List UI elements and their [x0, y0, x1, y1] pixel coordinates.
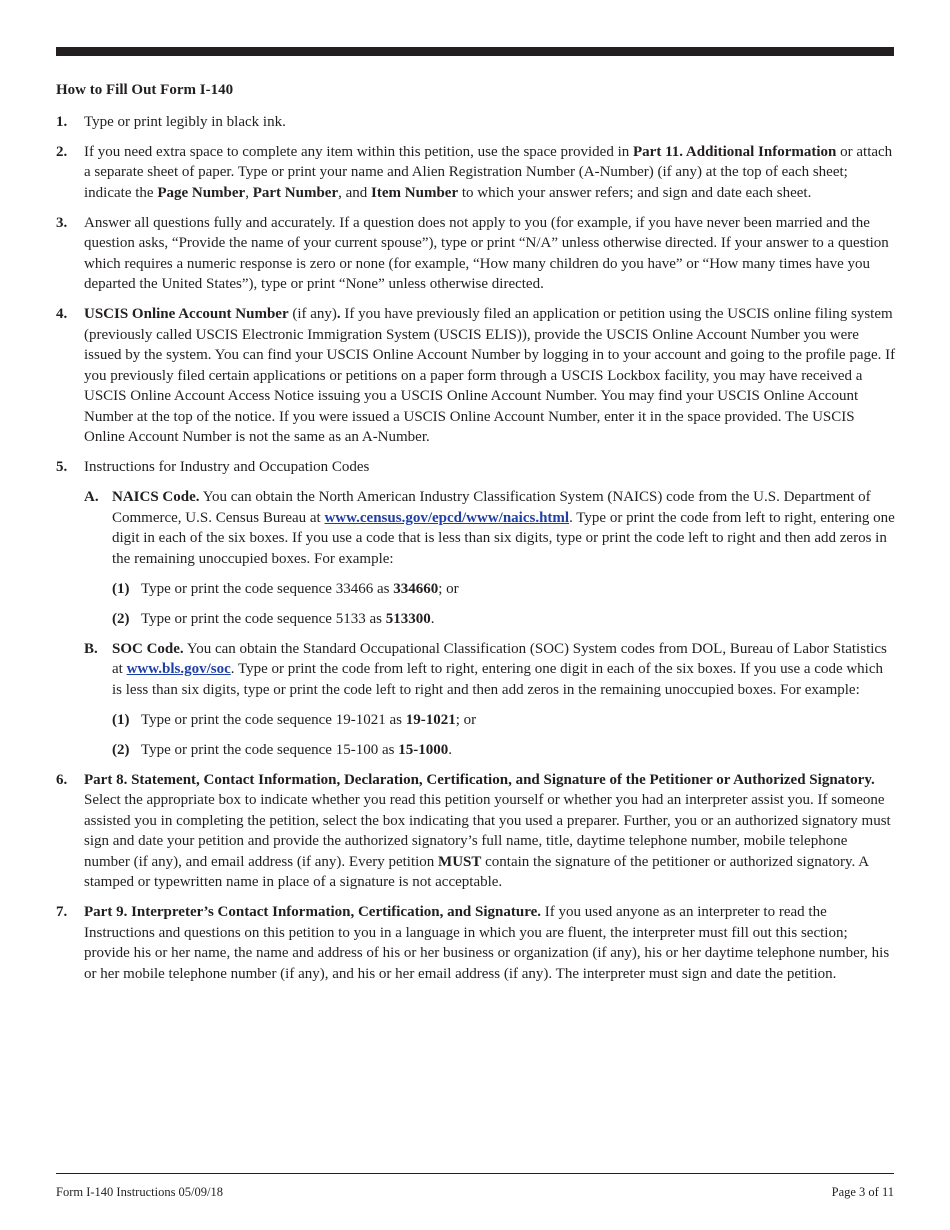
- text-run: . Type or print the code from left to right, entering one digit in each of the six boxes. If you use a code that is less than six digits, type or print the code left to right and then add zeros in the remaining unoccupied boxes. For example:: [112, 509, 895, 567]
- example-1: [112, 579, 896, 600]
- text-run: , and: [338, 184, 372, 201]
- bold-run: Part Number: [252, 184, 339, 201]
- instruction-item-6: [56, 770, 896, 893]
- text-run: ; or: [455, 711, 477, 728]
- text-run: ,: [245, 184, 253, 201]
- item-number: 7.: [56, 904, 68, 920]
- item-text: Type or print legibly in black ink.: [84, 113, 286, 130]
- example-text: [141, 710, 476, 731]
- text-run: .: [430, 610, 435, 627]
- item-text: Answer all questions fully and accurately. If a question does not apply to you (for example, if you have never been married and the question asks, “Provide the name of your current spouse”), type or print “N/A” unless otherwise directed. If your answer to a question which requires a numeric response is zero or none (for example, “How many children do you have” or “How many times have you departed the United States”), type or print “None” unless otherwise directed.: [84, 214, 889, 292]
- instruction-item-7: [56, 902, 896, 984]
- text-run: ; or: [438, 580, 459, 597]
- example-number: (1): [112, 580, 130, 597]
- text-run: Type or print the code sequence 19-1021 as: [141, 711, 406, 728]
- subitem-letter: A.: [84, 489, 99, 505]
- text-run: to which your answer refers; and sign and date each sheet.: [458, 184, 812, 201]
- subitem-body: [112, 639, 896, 761]
- example-text: [141, 609, 434, 630]
- item-number: 6.: [56, 771, 68, 788]
- top-rule: [56, 47, 894, 56]
- bold-run: USCIS Online Account Number: [84, 306, 289, 322]
- example-text: [141, 740, 452, 761]
- bold-run: .: [336, 306, 341, 322]
- text-run: .: [448, 741, 452, 758]
- text-run: or attach a separate sheet of paper. Type or print your name and Alien Registration Number (A-Number) (if any) at the top of each sheet; indicate the: [84, 143, 893, 201]
- instruction-item-2: [56, 142, 896, 204]
- bold-run: Part 9. Interpreter’s Contact Information, Certification, and Signature.: [84, 904, 542, 920]
- text-run: You can obtain the North American Industry Classification System (NAICS) code from the U.S. Department of Commerce, U.S. Census Bureau at: [112, 489, 871, 526]
- naics-link[interactable]: www.census.gov/epcd/www/naics.html: [324, 509, 570, 526]
- example-1: [112, 710, 896, 731]
- item-number: 2.: [56, 143, 68, 160]
- subitem-text: [112, 639, 896, 701]
- bold-run: NAICS Code.: [112, 489, 200, 505]
- text-run: contain the signature of the petitioner or authorized signatory. A stamped or typewritten name in place of a signature is not acceptable.: [84, 853, 869, 890]
- item-body: [84, 457, 896, 760]
- text-run: . Type or print the code from left to right, entering one digit in each of the six boxes. If you use a code which is less than six digits, type or print the code left to right and then add zeros in the remaining unoccupied boxes. For example:: [112, 661, 884, 698]
- bold-run: MUST: [438, 853, 482, 870]
- example-number: (2): [112, 741, 130, 758]
- item-number: 4.: [56, 306, 68, 322]
- instruction-item-5: [56, 457, 896, 760]
- text-run: If you need extra space to complete any item within this petition, use the space provided in: [84, 143, 634, 160]
- text-run: If you used anyone as an interpreter to read the Instructions and questions on this petition to you in a language in which you are fluent, the interpreter must fill out this section; provide his or her name, the name and address of his or her business or organization (if any), his or her daytime telephone number, his or her mobile telephone number (if any), and his or her email address (if any). The interpreter must sign and date the petition.: [84, 904, 890, 982]
- example-2: [112, 740, 896, 761]
- section-heading: How to Fill Out Form I-140: [56, 82, 234, 98]
- text-run: (if any): [288, 306, 337, 322]
- form-edition-footer: Form I-140 Instructions 05/09/18: [56, 1185, 224, 1199]
- item-text: [84, 304, 896, 448]
- bold-run: 513300: [385, 610, 431, 627]
- example-number: (1): [112, 711, 130, 728]
- bold-run: Page Number: [157, 184, 246, 201]
- subitem-letter: B.: [84, 640, 98, 657]
- bold-run: SOC Code.: [112, 640, 184, 657]
- instruction-item-4: [56, 304, 896, 448]
- bold-run: 334660: [393, 580, 439, 597]
- text-run: Select the appropriate box to indicate whether you read this petition yourself or whether you had an interpreter assist you. If someone assisted you in completing the petition, select the box indicating that you used a preparer. Further, you or an authorized signatory must sign and date your petition and provide the authorized signatory’s full name, title, daytime telephone number, mobile telephone number (if any), and email address (if any). Every petition: [84, 792, 891, 870]
- subitem-naics: [84, 487, 896, 629]
- text-run: Type or print the code sequence 5133 as: [141, 610, 386, 627]
- item-number: 1.: [56, 113, 68, 130]
- example-text: [141, 579, 459, 600]
- subitem-soc: [84, 639, 896, 761]
- instruction-item-1: [56, 112, 896, 133]
- bold-run: 19-1021: [405, 711, 456, 728]
- instruction-item-3: [56, 213, 896, 295]
- item-text: [84, 142, 896, 204]
- bottom-rule: [56, 1173, 894, 1174]
- subitem-text: [112, 487, 896, 569]
- bold-run: Part 11. Additional Information: [633, 143, 837, 160]
- item-text: [84, 902, 896, 984]
- item-number: 5.: [56, 459, 68, 475]
- bold-run: 15-1000: [398, 741, 449, 758]
- item-text: Instructions for Industry and Occupation Codes: [84, 459, 370, 475]
- bls-soc-link[interactable]: www.bls.gov/soc: [126, 661, 231, 677]
- subitem-body: [112, 487, 896, 629]
- item-text: [84, 770, 896, 893]
- bold-run: Item Number: [371, 184, 459, 201]
- instructions-content: [56, 80, 896, 994]
- text-run: Type or print the code sequence 33466 as: [141, 580, 394, 597]
- text-run: Type or print the code sequence 15-100 as: [141, 741, 399, 758]
- text-run: You can obtain the Standard Occupational Classification (SOC) System codes from DOL, Bureau of Labor Statistics at: [112, 640, 887, 677]
- text-run: If you have previously filed an application or petition using the USCIS online filing system (previously called USCIS Electronic Immigration System (USCIS ELIS)), provide the USCIS Online Account Number you were issued by the system. You can find your USCIS Online Account Number by logging in to your account and going to the profile page. If you previously filed certain applications or petitions on a paper form through a USCIS Lockbox facility, you may have received a USCIS Online Account Access Notice issuing you a USCIS Online Account Number. You may find your USCIS Online Account Number at the top of the notice. If you were issued a USCIS Online Account Number, enter it in the space provided. The USCIS Online Account Number is not the same as an A-Number.: [84, 306, 896, 445]
- item-number: 3.: [56, 214, 68, 231]
- example-number: (2): [112, 610, 130, 627]
- example-2: [112, 609, 896, 630]
- bold-run: Part 8. Statement, Contact Information, Declaration, Certification, and Signature of the Petitioner or Authorized Signatory.: [84, 771, 875, 788]
- page-number-footer: Page 3 of 11: [831, 1185, 894, 1199]
